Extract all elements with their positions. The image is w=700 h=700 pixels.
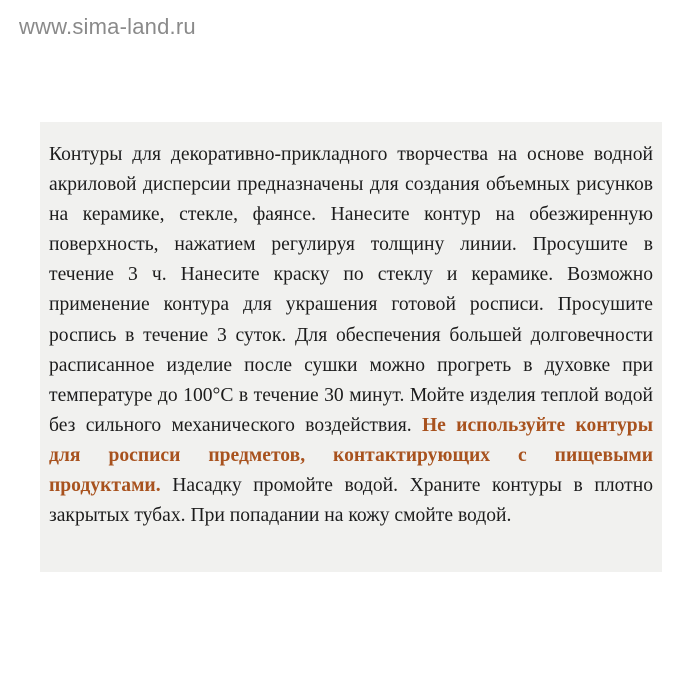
- watermark-text: www.sima-land.ru: [19, 14, 196, 39]
- description-text: [49, 140, 653, 531]
- description-part1: Контуры для декоративно-прикладного творчества на основе водной акриловой дисперсии предназначены для создания объемных рисунков на керамике, стекле, фаянсе. Нанесите контур на обезжиренную поверхность, нажатием регулируя толщину линии. Просушите в течение 3 ч. Нанесите краску по стеклу и керамике. Возможно применение контура для украшения готовой росписи. Просушите роспись в течение 3 суток. Для обеспечения большей долговечности расписанное изделие после сушки можно прогреть в духовке при температуре до 100°С в течение 30 минут. Мойте изделия теплой водой без сильного механического воздействия.: [49, 144, 653, 436]
- warning-text: Не используйте контуры для росписи предметов, контактирующих с пищевыми продуктами.: [49, 414, 653, 497]
- description-part2: Насадку промойте водой. Храните контуры в плотно закрытых тубах. При попадании на кожу смойте водой.: [49, 475, 653, 527]
